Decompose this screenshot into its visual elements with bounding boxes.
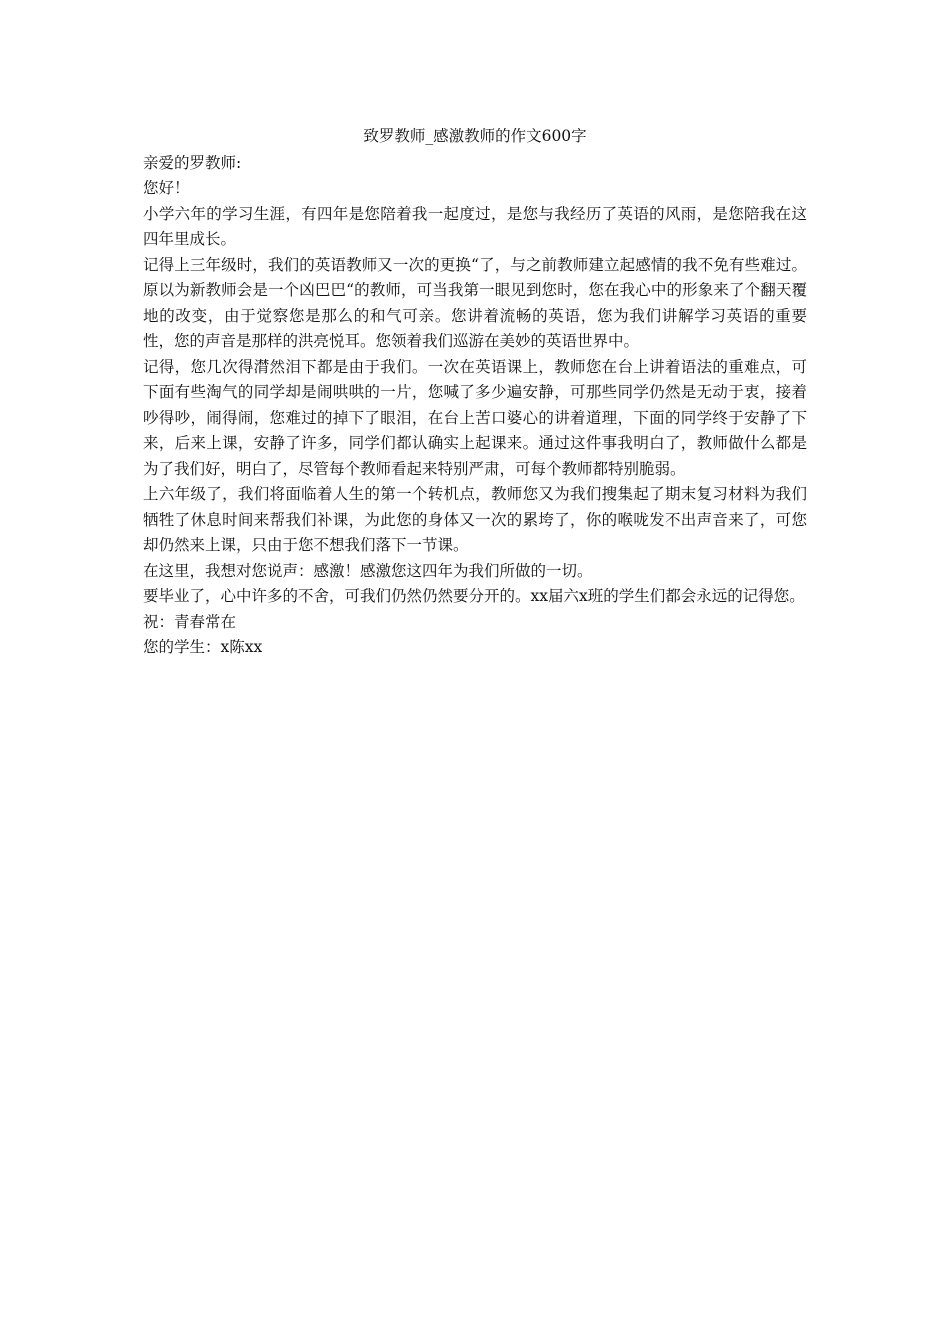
salutation-line: 您好！ — [143, 179, 190, 197]
document-title: 致罗教师_感激教师的作文600字 — [363, 127, 587, 145]
paragraph-6: 要毕业了，心中许多的不舍，可我们仍然仍然要分开的。xx届六x班的学生们都会永远的记得您。 — [143, 587, 805, 605]
paragraph-3: 记得，您几次得潸然泪下都是由于我们。一次在英语课上，教师您在台上讲着语法的重难点，可下面有些淘气的同学却是闹哄哄的一片，您喊了多少遍安静，可那些同学仍然是无动于衷，接着吵得吵，闹得闹，您难过的掉下了眼泪，在台上苦口婆心的讲着道理，下面的同学终于安静了下来，后来上课，安静了许多，同学们都认确实上起课来。通过这件事我明白了，教师做什么都是为了我们好，明白了，尽管每个教师看起来特别严肃，可每个教师都特别脆弱。 — [143, 357, 807, 478]
paragraph-5: 在这里，我想对您说声：感激！感激您这四年为我们所做的一切。 — [143, 561, 593, 580]
paragraph-4: 上六年级了，我们将面临着人生的第一个转机点，教师您又为我们搜集起了期末复习材料为我们牺牲了休息时间来帮我们补课，为此您的身体又一次的累垮了，你的喉咙发不出声音来了，可您却仍然来上课，只由于您不想我们落下一节课。 — [143, 485, 807, 554]
signature-line: 您的学生：x陈xx — [143, 638, 263, 656]
document-body — [143, 124, 807, 661]
greeting-line: 亲爱的罗教师: — [143, 153, 242, 172]
closing-line: 祝：青春常在 — [143, 612, 237, 631]
paragraph-2: 记得上三年级时，我们的英语教师又一次的更换“了，与之前教师建立起感情的我不免有些难过。原以为新教师会是一个凶巴巴“的教师，可当我第一眼见到您时，您在我心中的形象来了个翻天覆地的改变，由于觉察您是那么的和气可亲。您讲着流畅的英语，您为我们讲解学习英语的重要性，您的声音是那样的洪亮悦耳。您领着我们巡游在美妙的英语世界中。 — [143, 255, 807, 350]
paragraph-1: 小学六年的学习生涯，有四年是您陪着我一起度过，是您与我经历了英语的风雨，是您陪我在这四年里成长。 — [143, 204, 807, 248]
